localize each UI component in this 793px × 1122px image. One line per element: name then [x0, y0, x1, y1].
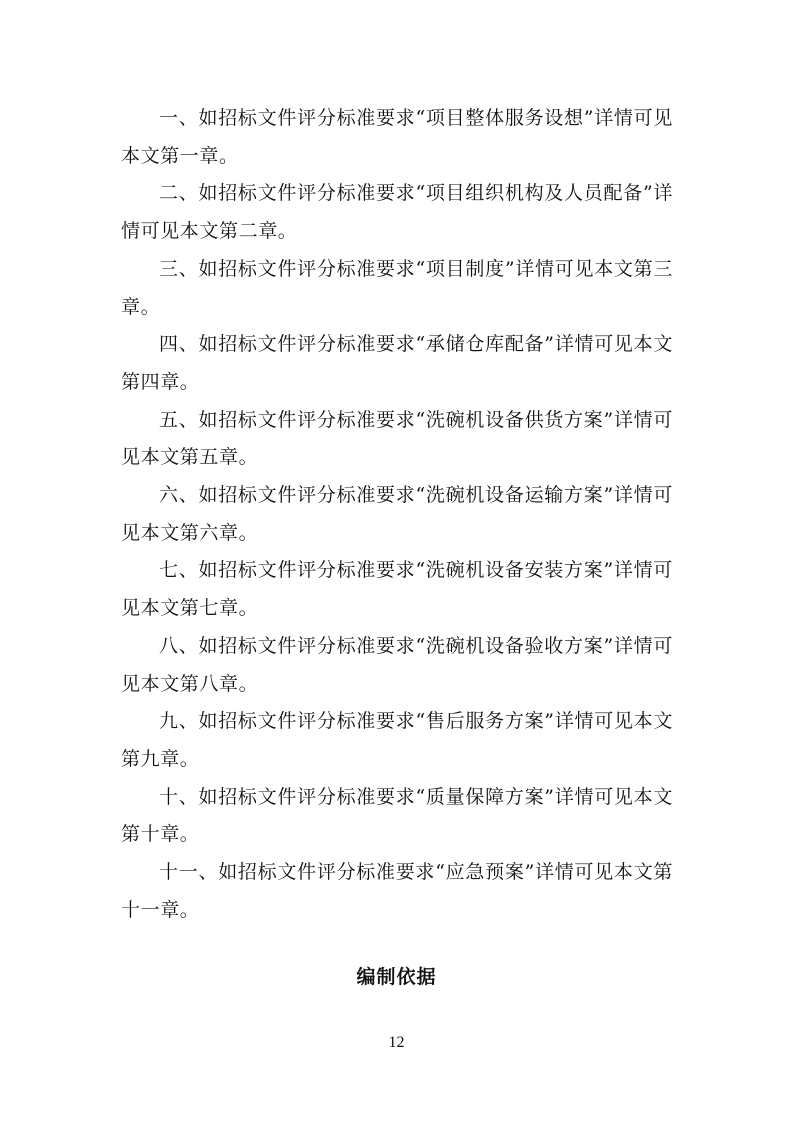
- paragraph-9: 九、如招标文件评分标准要求“售后服务方案”详情可见本文第九章。: [121, 710, 673, 770]
- paragraph-4: 四、如招标文件评分标准要求“承储仓库配备”详情可见本文第四章。: [121, 333, 673, 393]
- paragraph-3: 三、如招标文件评分标准要求“项目制度”详情可见本文第三章。: [121, 257, 673, 318]
- document-body: [121, 100, 673, 929]
- paragraph-2: 二、如招标文件评分标准要求“项目组织机构及人员配备”详情可见本文第二章。: [121, 182, 673, 243]
- paragraph-8: 八、如招标文件评分标准要求“洗碗机设备验收方案”详情可见本文第八章。: [121, 634, 673, 695]
- paragraph-5: 五、如招标文件评分标准要求“洗碗机设备供货方案”详情可见本文第五章。: [121, 408, 673, 469]
- paragraph-6: 六、如招标文件评分标准要求“洗碗机设备运输方案”详情可见本文第六章。: [121, 484, 673, 544]
- paragraph-10: 十、如招标文件评分标准要求“质量保障方案”详情可见本文第十章。: [121, 785, 673, 846]
- page-number: 12: [388, 1034, 405, 1051]
- paragraph-1: 一、如招标文件评分标准要求“项目整体服务设想”详情可见本文第一章。: [121, 107, 673, 167]
- paragraph-11: 十一、如招标文件评分标准要求“应急预案”详情可见本文第十一章。: [121, 861, 673, 921]
- section-heading: 编制依据: [356, 966, 437, 988]
- paragraph-7: 七、如招标文件评分标准要求“洗碗机设备安装方案”详情可见本文第七章。: [121, 559, 673, 620]
